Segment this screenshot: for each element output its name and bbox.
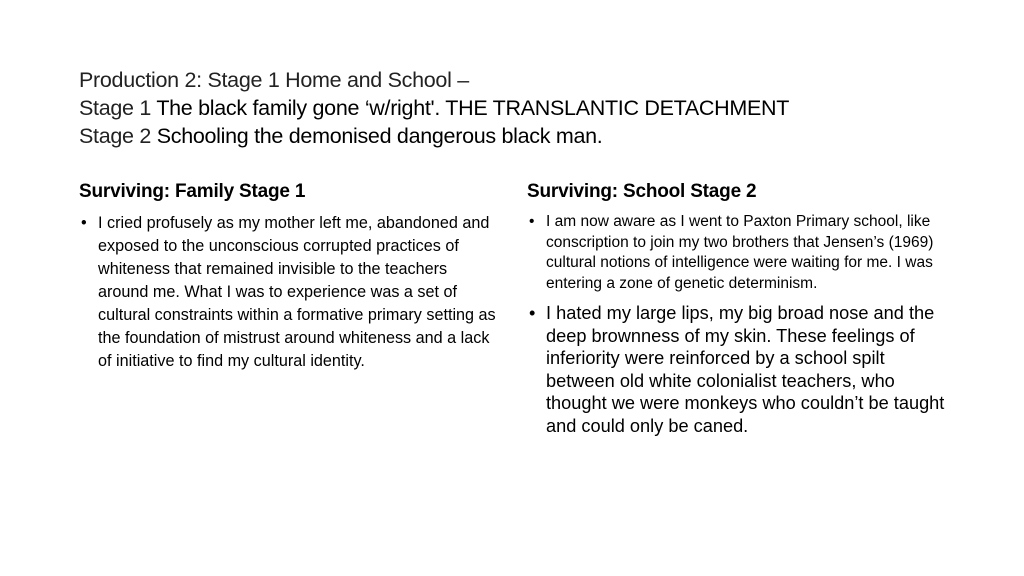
title-line-2 (79, 94, 979, 122)
list-item (527, 302, 957, 437)
school-stage-heading: Surviving: School Stage 2 (527, 181, 757, 202)
bullet-icon: • (81, 214, 87, 232)
right-column (527, 180, 957, 437)
title-line-3-prefix: Stage 2 (79, 124, 157, 148)
title-line-2-text: The black family gone ‘w/right'. THE TRANSLANTIC DETACHMENT (156, 96, 790, 120)
title-line-3 (79, 122, 979, 150)
school-stage-bullets (527, 212, 957, 437)
left-column (79, 180, 499, 373)
bullet-icon: • (529, 303, 536, 323)
list-item (527, 212, 957, 294)
title-line-1: Production 2: Stage 1 Home and School – (79, 68, 469, 92)
slide-title (79, 66, 979, 150)
bullet-text: I hated my large lips, my big broad nose and the deep brownness of my skin. These feelings of inferiority were reinforced by a school spilt between old white colonialist teachers, who thought we were monkeys who couldn’t be taught and could only be caned. (546, 303, 945, 436)
family-stage-bullets (79, 212, 499, 373)
title-line-2-prefix: Stage 1 (79, 96, 157, 120)
bullet-text: I am now aware as I went to Paxton Primary school, like conscription to join my two brothers that Jensen’s (1969) cultural notions of intelligence were waiting for me. I was entering a zone of genetic determinism. (546, 213, 934, 292)
title-line-3-text: Schooling the demonised dangerous black man. (156, 124, 603, 148)
list-item (79, 212, 499, 373)
bullet-text: I cried profusely as my mother left me, abandoned and exposed to the unconscious corrupted practices of whiteness that remained invisible to the teachers around me. What I was to experience was a set of cultural constraints within a formative primary setting as the foundation of mistrust around whiteness and a lack of initiative to find my cultural identity. (98, 214, 496, 370)
bullet-icon: • (529, 213, 535, 230)
family-stage-heading: Surviving: Family Stage 1 (79, 181, 306, 202)
